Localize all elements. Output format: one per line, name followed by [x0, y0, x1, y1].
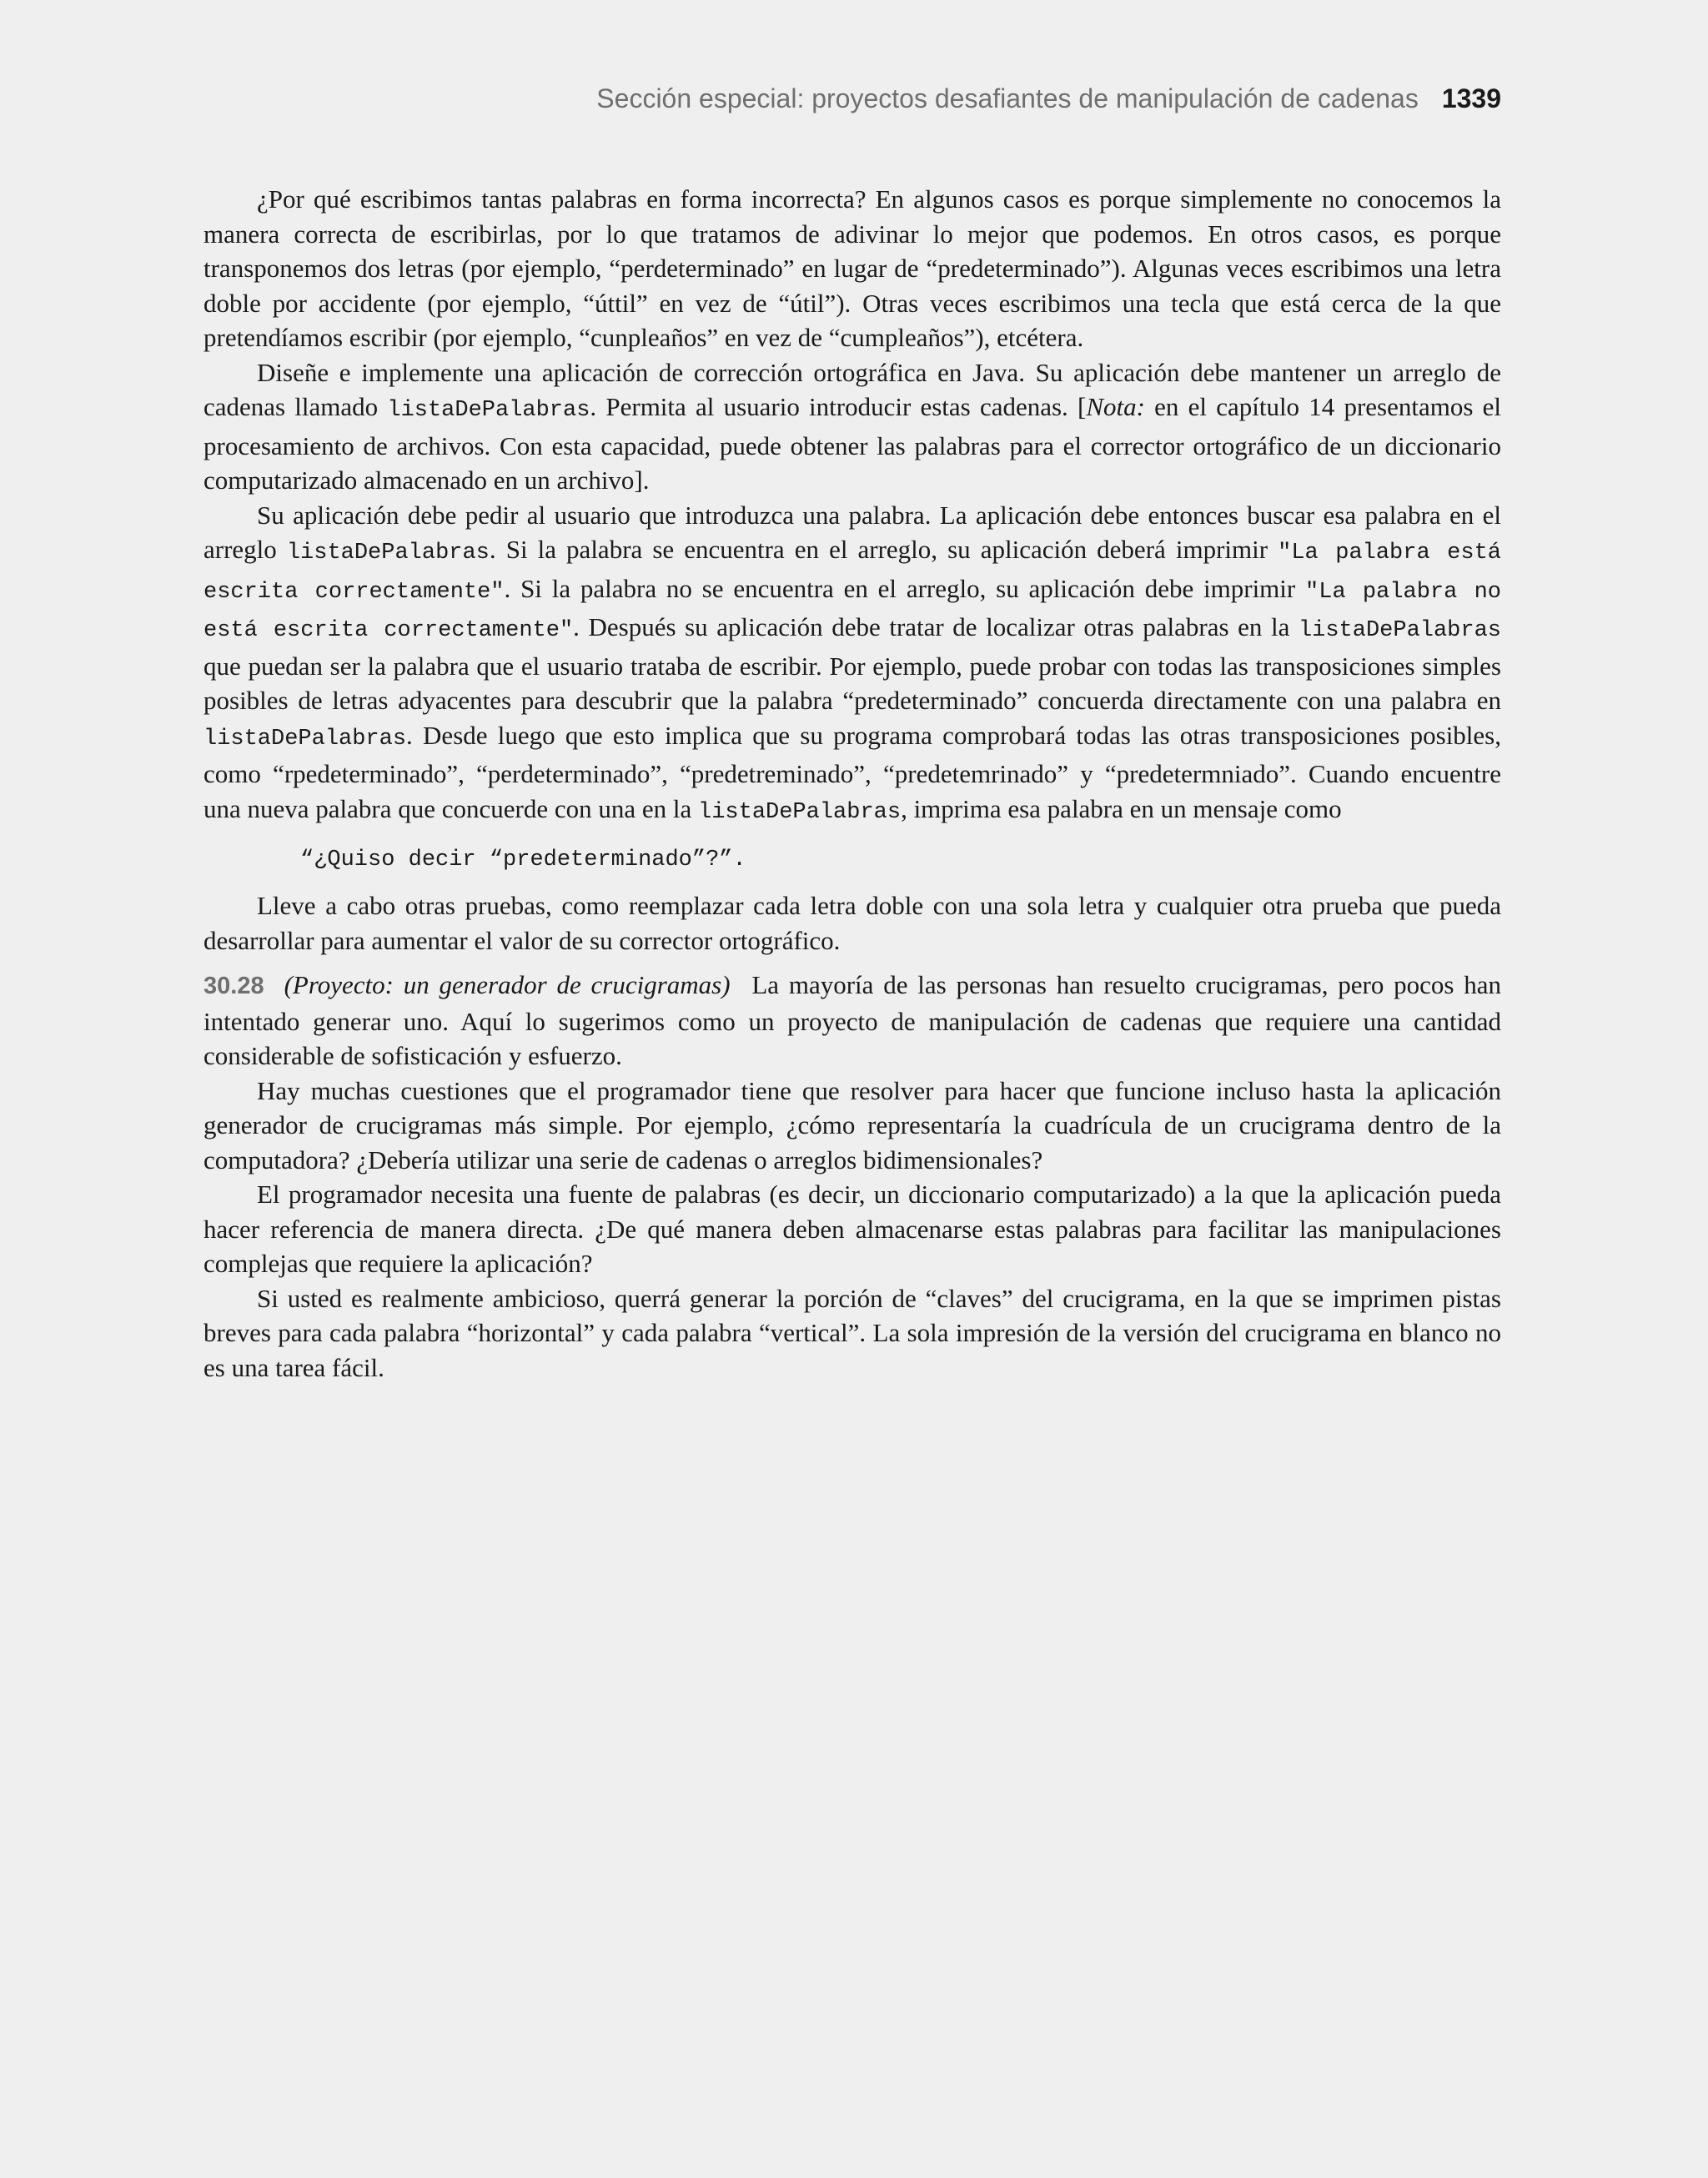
paragraph-design-spellchecker: Diseñe e implemente una aplicación de corrección ortográfica en Java. Su aplicación debe mantener un arreglo de cadenas llamado listaDePalabras. Permita al usuario introducir estas cadenas. [Nota: en el capítulo 14 presentamos el procesamiento de archivos. Con esta capacidad, puede obtener las palabras para el corrector ortográfico de un diccionario computarizado almacenado en un archivo].	[203, 357, 1501, 495]
section-title: Sección especial: proyectos desafiantes de manipulación de cadenas	[596, 83, 1419, 113]
inline-code: listaDePalabras	[387, 398, 590, 423]
note-label: Nota:	[1086, 392, 1145, 421]
spacer	[203, 958, 1501, 968]
exercise-title: (Proyecto: un generador de crucigramas)	[284, 970, 731, 999]
inline-code: listaDePalabras	[286, 541, 490, 566]
inline-code: listaDePalabras	[698, 799, 902, 825]
paragraph-clues: Si usted es realmente ambicioso, querrá generar la porción de “claves” del crucigrama, en la que se imprimen pistas breves para cada palabra “horizontal” y cada palabra “vertical”. La sola impresión de la versión del crucigrama en blanco no es una tarea fácil.	[203, 1283, 1501, 1382]
inline-code: listaDePalabras	[1298, 618, 1501, 643]
paragraph-app-behavior: Su aplicación debe pedir al usuario que introduzca una palabra. La aplicación debe entonces buscar esa palabra en el arreglo listaDePalabras. Si la palabra se encuentra en el arreglo, su aplicación deberá imprimir "La palabra está escrita correctamente". Si la palabra no se encuentra en el arreglo, su aplicación debe imprimir "La palabra no está escrita correctamente". Después su aplicación debe tratar de localizar otras palabras en la listaDePalabras que puedan ser la palabra que el usuario trataba de escribir. Por ejemplo, puede probar con todas las transposiciones simples posibles de letras adyacentes para descubrir que la palabra “predeterminado” concuerda directamente con una palabra en listaDePalabras. Desde luego que esto implica que su programa comprobará todas las otras transposiciones posibles, como “rpedeterminado”, “perdeterminado”, “predetreminado”, “predetemrinado” y “predetermniado”. Cuando encuentre una nueva palabra que concuerde con una en la listaDePalabras, imprima esa palabra en un mensaje como	[203, 500, 1501, 825]
main-text	[203, 182, 1501, 1385]
inline-code: "La palabra no está escrita correctamente"	[203, 579, 1501, 643]
page-number: 1339	[1441, 83, 1501, 113]
inline-code: listaDePalabras	[203, 726, 407, 752]
exercise-number: 30.28	[203, 973, 264, 999]
inline-code: "La palabra está escrita correctamente"	[203, 541, 1501, 605]
running-header	[0, 80, 1501, 117]
paragraph-misspelling-causes: ¿Por qué escribimos tantas palabras en forma incorrecta? En algunos casos es porque simplemente no conocemos la manera correcta de escribirlas, por lo que tratamos de adivinar lo mejor que podemos. En otros casos, es porque transponemos dos letras (por ejemplo, “perdeterminado” en lugar de “predeterminado”). Algunas veces escribimos una letra doble por accidente (por ejemplo, “úttil” en vez de “útil”). Otras veces escribimos una tecla que está cerca de la que pretendíamos escribir (por ejemplo, “cunpleaños” en vez de “cumpleaños”), etcétera.	[203, 184, 1501, 352]
paragraph-grid-representation: Hay muchas cuestiones que el programador tiene que resolver para hacer que funcione incluso hasta la aplicación generador de crucigramas más simple. Por ejemplo, ¿cómo representaría la cuadrícula de un crucigrama dentro de la computadora? ¿Debería utilizar una serie de cadenas o arreglos bidimensionales?	[203, 1075, 1501, 1175]
exercise-30-28: 30.28 (Proyecto: un generador de crucigramas) La mayoría de las personas han resuelto crucigramas, pero pocos han intentado generar uno. Aquí lo sugerimos como un proyecto de manipulación de cadenas que requiere una cantidad considerable de sofisticación y esfuerzo.	[203, 970, 1501, 1070]
code-example: “¿Quiso decir “predeterminado”?”.	[300, 848, 746, 873]
paragraph-word-source: El programador necesita una fuente de palabras (es decir, un diccionario computarizado) a la que la aplicación pueda hacer referencia de manera directa. ¿De qué manera deben almacenarse estas palabras para facilitar las manipulaciones complejas que requiere la aplicación?	[203, 1180, 1501, 1278]
paragraph-other-tests: Lleve a cabo otras pruebas, como reemplazar cada letra doble con una sola letra y cualquier otra prueba que pueda desarrollar para aumentar el valor de su corrector ortográfico.	[203, 891, 1501, 955]
